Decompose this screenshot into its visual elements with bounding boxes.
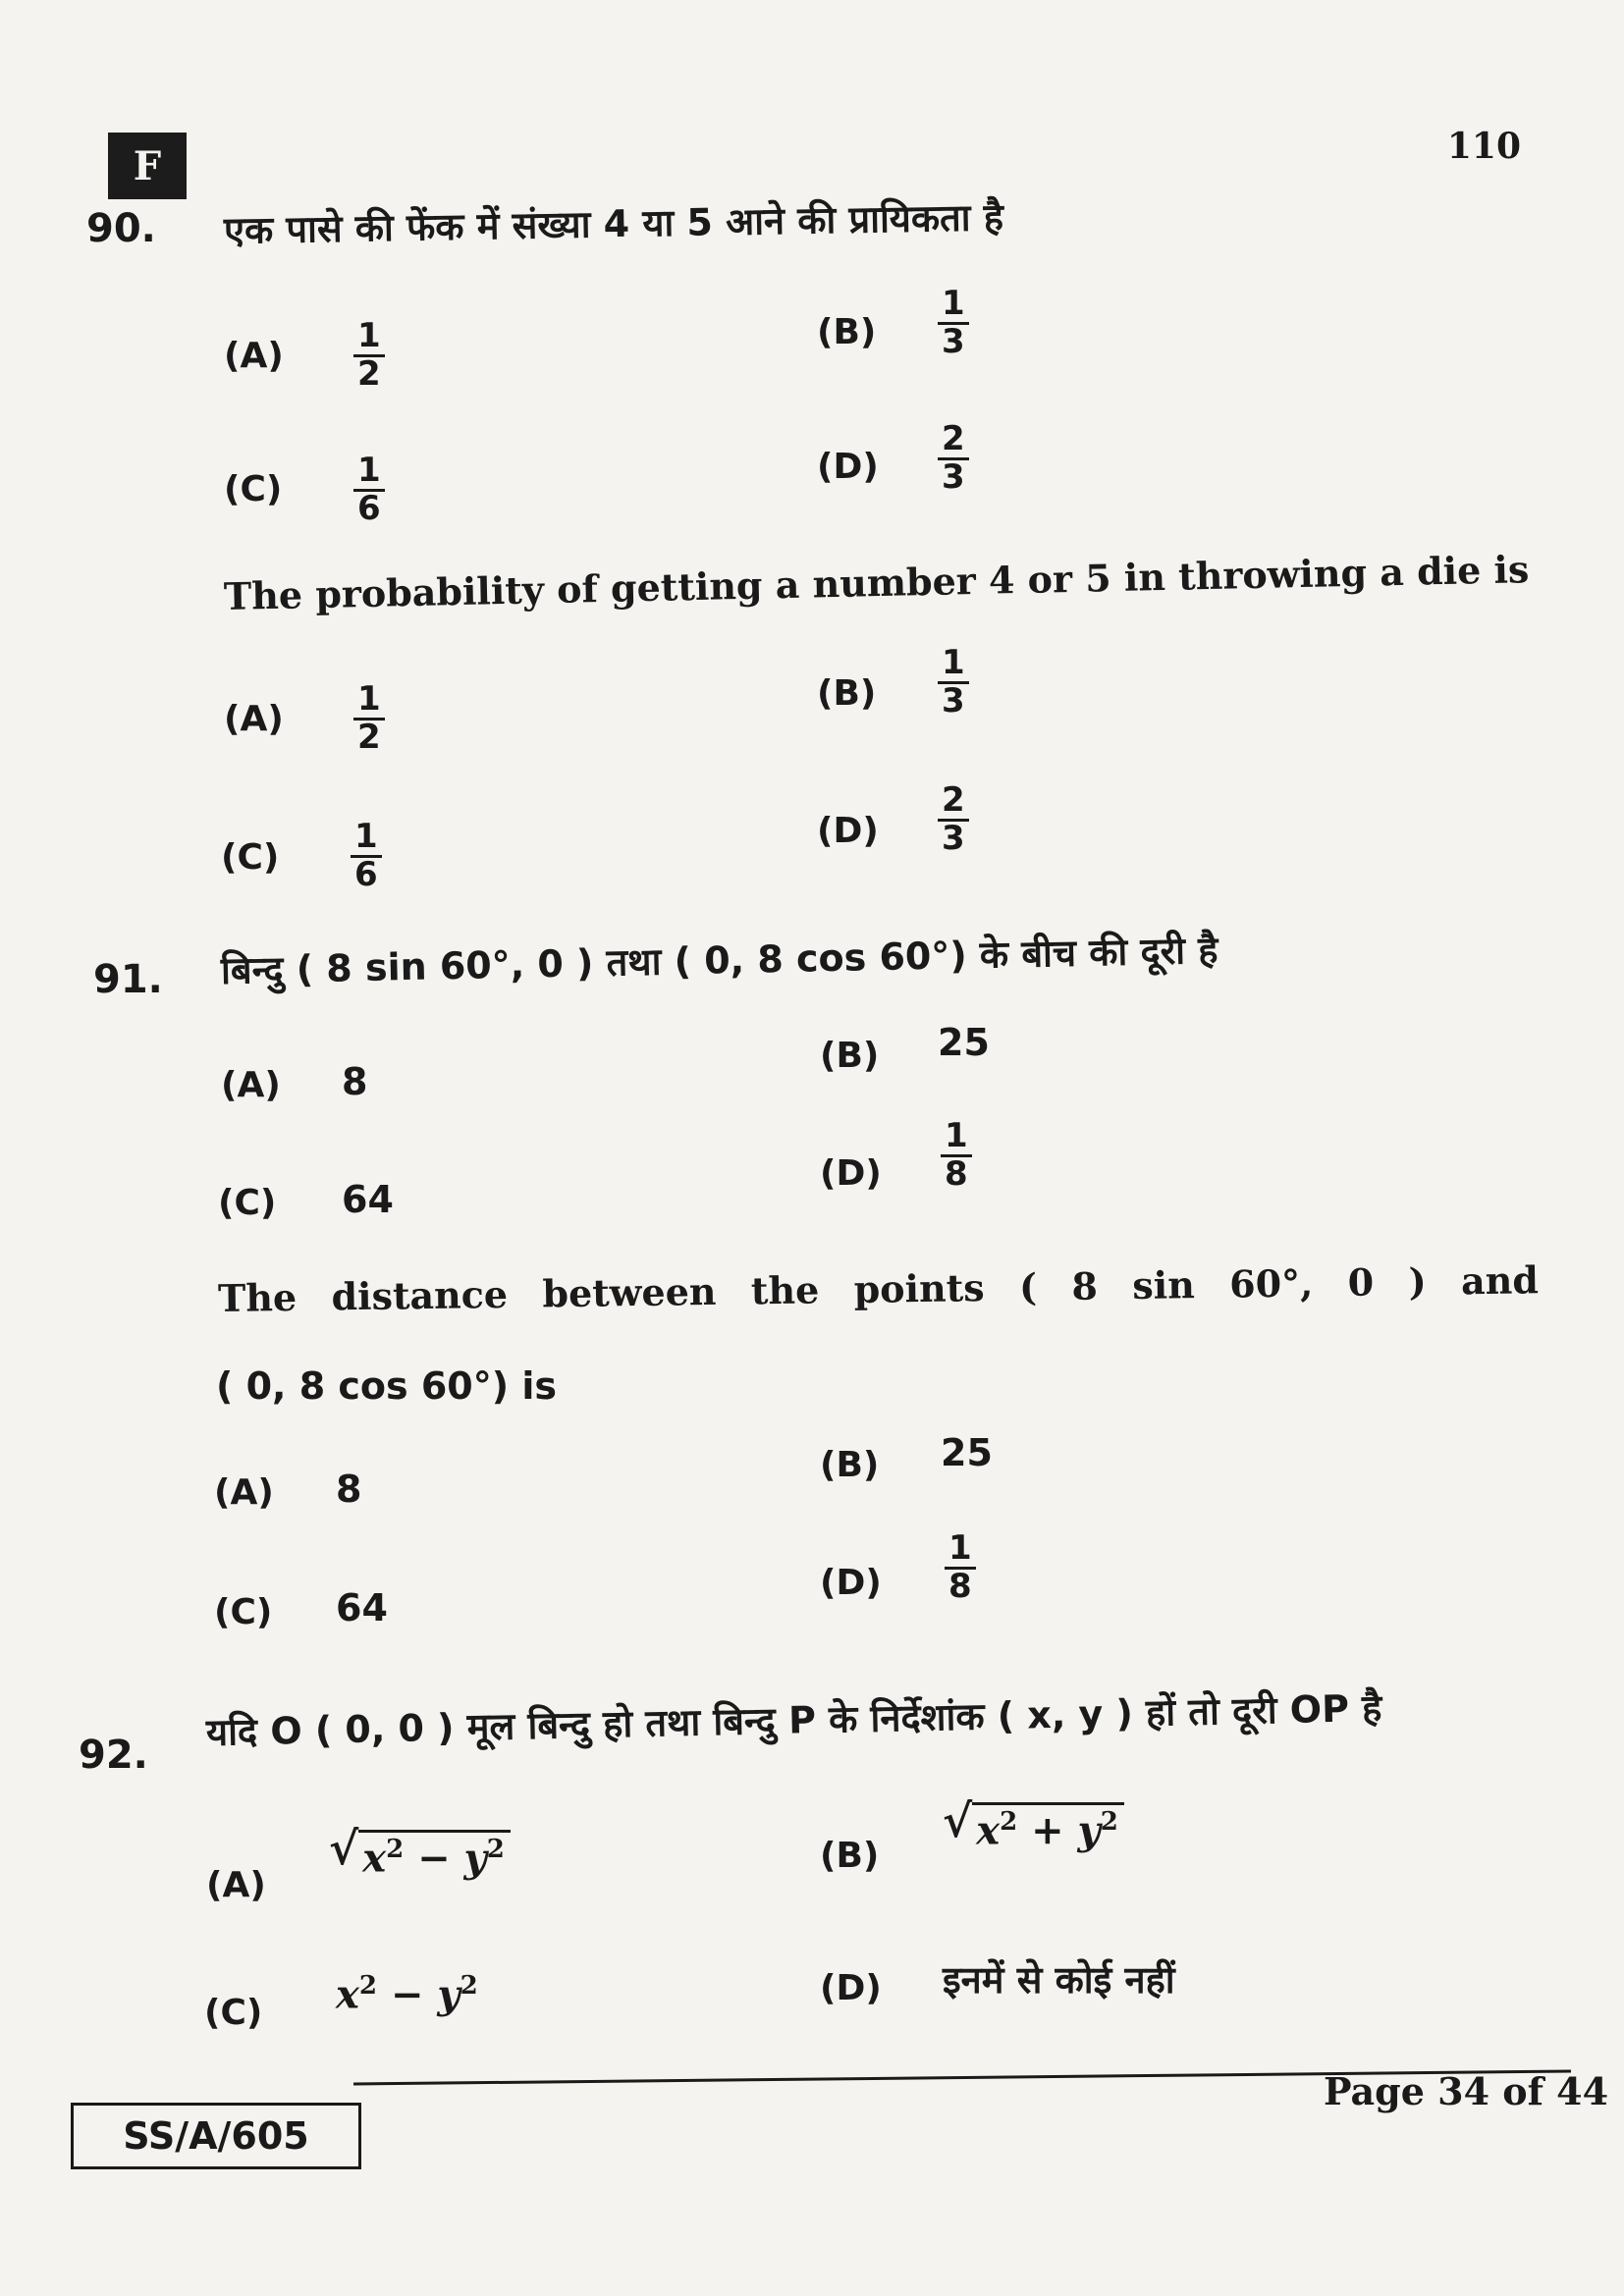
q91-en-label-a: (A) <box>214 1472 274 1513</box>
q90-hi-option-c: $\frac{1}{6}$ <box>353 454 385 526</box>
paper-code: SS/A/605 <box>71 2103 361 2169</box>
q91-en-label-b: (B) <box>820 1445 880 1485</box>
q91-en-option-d: $\frac{1}{8}$ <box>945 1531 976 1604</box>
q91-hi-label-c: (C) <box>218 1183 277 1223</box>
q90-en-option-c: $\frac{1}{6}$ <box>351 820 382 892</box>
q91-hi-option-c: 64 <box>342 1178 394 1221</box>
q91-hi-label-d: (D) <box>820 1153 882 1194</box>
q90-en-option-a: $\frac{1}{2}$ <box>353 682 385 755</box>
q91-hi-label-b: (B) <box>820 1036 880 1076</box>
q92-label-c: (C) <box>204 1993 263 2033</box>
q90-en-option-b: $\frac{1}{3}$ <box>938 646 969 719</box>
q90-hi-label-c: (C) <box>224 469 283 509</box>
q92-label-a: (A) <box>206 1865 266 1905</box>
q90-hi-option-d: $\frac{2}{3}$ <box>938 422 969 495</box>
q90-hi-option-b: $\frac{1}{3}$ <box>938 287 969 359</box>
q91-en-option-a: 8 <box>336 1468 362 1511</box>
q92-label-d: (D) <box>820 1968 882 2008</box>
q92-option-b: √ $x^2 + y^2$ <box>943 1798 1124 1853</box>
q92-hindi-text: यदि O ( 0, 0 ) मूल बिन्दु हो तथा बिन्दु P के निर्देशांक ( x, y ) हों तो दूरी OP है <box>205 1685 1382 1754</box>
q90-number: 90. <box>86 206 156 251</box>
q91-hi-option-a: 8 <box>342 1060 368 1103</box>
q90-hi-option-a: $\frac{1}{2}$ <box>353 319 385 392</box>
q92-number: 92. <box>79 1733 148 1778</box>
q90-hindi-text: एक पासे की फेंक में संख्या 4 या 5 आने की प्रायिकता है <box>223 195 1004 252</box>
q90-hi-label-d: (D) <box>817 447 879 487</box>
q91-hi-label-a: (A) <box>221 1065 281 1105</box>
q91-en-option-c: 64 <box>336 1586 388 1629</box>
q92-option-c: $x^2 - y^2$ <box>336 1971 478 2018</box>
q92-label-b: (B) <box>820 1836 880 1876</box>
q91-hindi-text: बिन्दु ( 8 sin 60°, 0 ) तथा ( 0, 8 cos 60°) के बीच की दूरी है <box>220 928 1218 992</box>
series-badge: F <box>108 133 187 199</box>
page-indicator: Page 34 of 44 <box>1324 2069 1609 2113</box>
q91-hi-option-b: 25 <box>938 1021 990 1064</box>
q91-en-option-b: 25 <box>941 1431 993 1474</box>
q90-en-label-a: (A) <box>224 699 284 739</box>
q90-hi-label-b: (B) <box>817 312 877 352</box>
q91-en-label-c: (C) <box>214 1592 273 1632</box>
q91-en-label-d: (D) <box>820 1563 882 1603</box>
q90-en-label-b: (B) <box>817 673 877 714</box>
q90-en-label-d: (D) <box>817 811 879 851</box>
q91-english-line2: ( 0, 8 cos 60°) is <box>216 1364 557 1408</box>
q90-hi-label-a: (A) <box>224 336 284 376</box>
page-number: 110 <box>1446 126 1521 167</box>
q91-english-line1: The distance between the points ( 8 sin 60°, 0 ) and <box>217 1257 1540 1320</box>
q91-number: 91. <box>93 957 163 1002</box>
q90-en-label-c: (C) <box>221 837 280 878</box>
q90-english-text: The probability of getting a number 4 or 5 in throwing a die is <box>223 547 1530 618</box>
q92-option-d: इनमें से कोई नहीं <box>943 1958 1175 2002</box>
q92-option-a: √ $x^2 - y^2$ <box>329 1826 511 1881</box>
q90-en-option-d: $\frac{2}{3}$ <box>938 783 969 856</box>
q91-hi-option-d: $\frac{1}{8}$ <box>941 1119 972 1192</box>
